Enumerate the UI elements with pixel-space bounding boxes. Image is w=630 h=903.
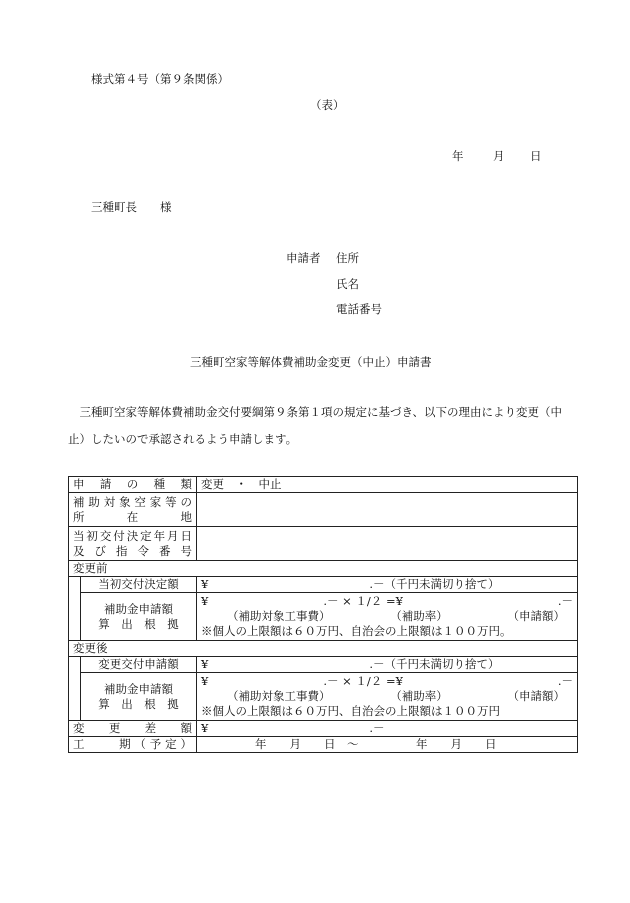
body-text: 三種町空家等解体費補助金交付要綱第９条第１項の規定に基づき、以下の理由により変更（中止）したいので承認されるよう申請します。 <box>68 405 563 446</box>
row-period <box>69 737 578 753</box>
row-before-calc <box>69 593 578 641</box>
form-side: （表） <box>310 98 345 112</box>
row-before-heading <box>69 561 578 577</box>
date-year: 年 <box>452 149 464 163</box>
before-heading: 変更前 <box>69 561 578 577</box>
row-before-decision <box>69 577 578 593</box>
applicant-name: 氏名 <box>336 277 359 291</box>
applicant-address: 住所 <box>336 251 359 265</box>
date-day: 日 <box>530 149 542 163</box>
row-after-heading <box>69 641 578 657</box>
initial-value[interactable] <box>197 527 578 561</box>
period-label: 工 期（予定） <box>69 737 197 753</box>
date-month: 月 <box>493 149 505 163</box>
row-after-request <box>69 657 578 673</box>
before-decision-label: 当初交付決定額 <box>81 577 197 593</box>
row-type <box>69 477 578 493</box>
form-number: 様式第４号（第９条関係） <box>91 72 229 86</box>
row-initial <box>69 527 578 561</box>
initial-label: 当初交付決定年月日 及び指令番号 <box>69 527 197 561</box>
after-calc-value: ¥ .－ × １/２ =¥ .－ （補助対象工事費） （補助率） （申請額） ※個人の上限額は６０万円、自治会の上限額は１００万円 <box>197 673 578 721</box>
row-after-calc <box>69 673 578 721</box>
type-value: 変更 ・ 中止 <box>197 477 578 493</box>
after-calc-label: 補助金申請額 算 出 根 拠 <box>81 673 197 721</box>
location-label: 補助対象空家等の 所 在 地 <box>69 493 197 527</box>
applicant-label: 申請者 <box>286 251 321 265</box>
application-table <box>68 476 578 753</box>
before-calc-value: ¥ .－ × １/２ =¥ .－ （補助対象工事費） （補助率） （申請額） ※個人の上限額は６０万円、自治会の上限額は１００万円。 <box>197 593 578 641</box>
type-label: 申 請 の 種 類 <box>69 477 197 493</box>
after-heading: 変更後 <box>69 641 578 657</box>
row-diff <box>69 721 578 737</box>
location-value[interactable] <box>197 493 578 527</box>
period-value: 年 月 日 〜 年 月 日 <box>197 737 578 753</box>
row-location <box>69 493 578 527</box>
diff-value: ¥ .－ <box>197 721 578 737</box>
after-request-value: ¥ .－（千円未満切り捨て） <box>197 657 578 673</box>
document-title: 三種町空家等解体費補助金変更（中止）申請書 <box>190 355 432 369</box>
diff-label: 変 更 差 額 <box>69 721 197 737</box>
after-request-label: 変更交付申請額 <box>81 657 197 673</box>
applicant-phone: 電話番号 <box>336 302 382 316</box>
addressee: 三種町長 様 <box>91 200 172 214</box>
before-calc-label: 補助金申請額 算 出 根 拠 <box>81 593 197 641</box>
before-decision-value: ¥ .－（千円未満切り捨て） <box>197 577 578 593</box>
